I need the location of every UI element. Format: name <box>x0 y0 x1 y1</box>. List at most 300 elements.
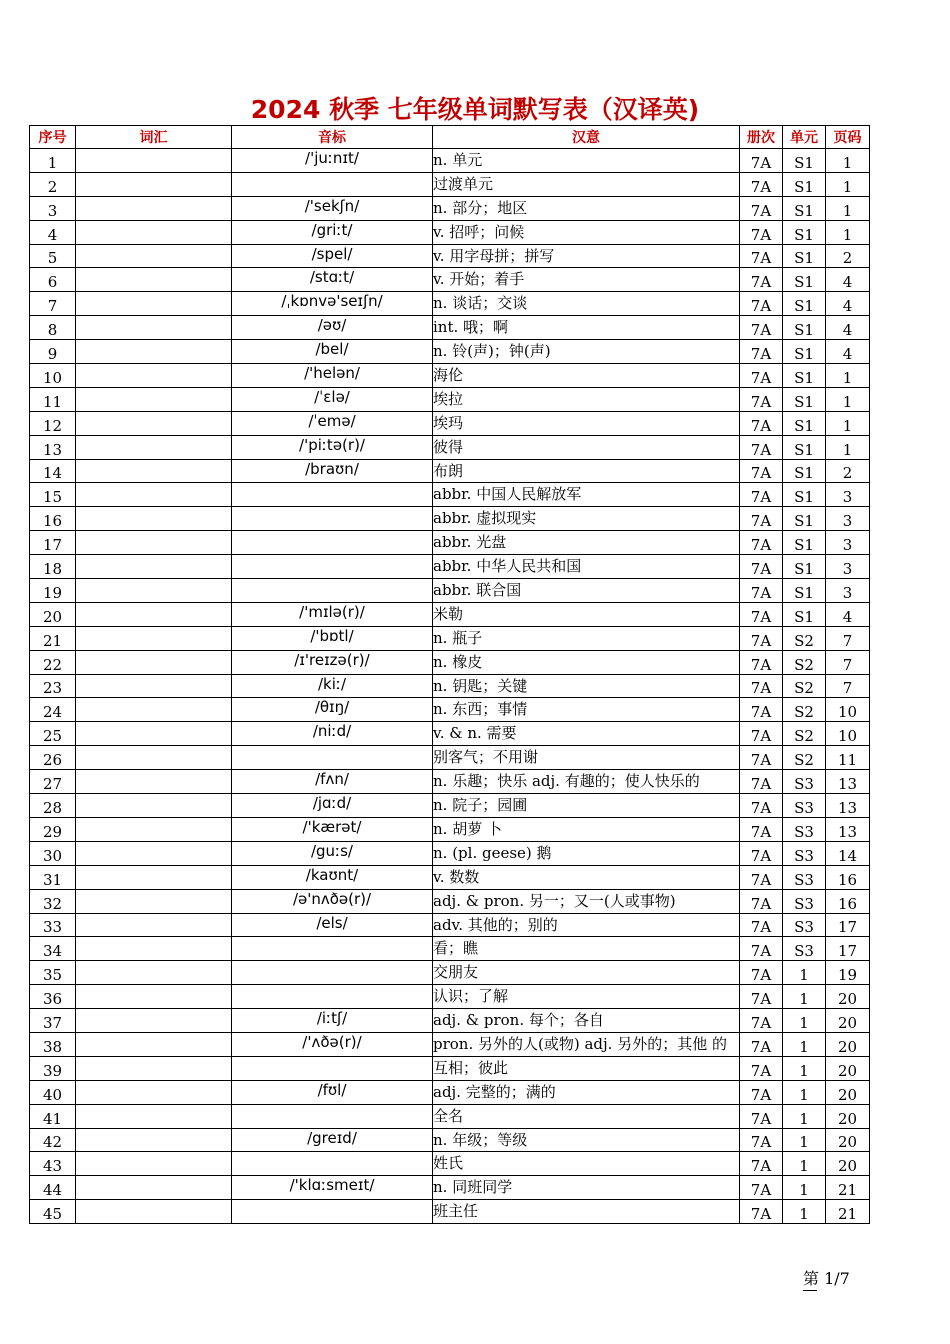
page-cell: 1 <box>826 435 870 459</box>
row-number: 33 <box>30 913 76 937</box>
phonetic-cell: /'mɪlə(r)/ <box>232 602 433 626</box>
word-cell[interactable] <box>76 435 232 459</box>
meaning-cell: pron. 另外的人(或物) adj. 另外的；其他 的 <box>433 1032 740 1056</box>
page-cell: 20 <box>826 985 870 1009</box>
table-row <box>30 292 870 316</box>
row-number: 3 <box>30 196 76 220</box>
word-cell[interactable] <box>76 602 232 626</box>
header-word: 词汇 <box>76 126 232 149</box>
word-cell[interactable] <box>76 1080 232 1104</box>
phonetic-cell: /jɑːd/ <box>232 794 433 818</box>
page-cell: 11 <box>826 746 870 770</box>
book-cell: 7A <box>740 316 783 340</box>
unit-cell: S3 <box>783 889 826 913</box>
unit-cell: S2 <box>783 674 826 698</box>
word-cell[interactable] <box>76 817 232 841</box>
row-number: 30 <box>30 841 76 865</box>
page-cell: 17 <box>826 937 870 961</box>
word-cell[interactable] <box>76 1176 232 1200</box>
phonetic-cell: /kiː/ <box>232 674 433 698</box>
table-row <box>30 1128 870 1152</box>
row-number: 35 <box>30 961 76 985</box>
row-number: 14 <box>30 459 76 483</box>
table-row <box>30 794 870 818</box>
unit-cell: 1 <box>783 961 826 985</box>
meaning-cell: 埃拉 <box>433 387 740 411</box>
meaning-cell: 布朗 <box>433 459 740 483</box>
book-cell: 7A <box>740 292 783 316</box>
unit-cell: S1 <box>783 316 826 340</box>
unit-cell: S1 <box>783 531 826 555</box>
header-page: 页码 <box>826 126 870 149</box>
unit-cell: S1 <box>783 435 826 459</box>
unit-cell: S1 <box>783 411 826 435</box>
table-header-row <box>30 126 870 149</box>
meaning-cell: n. 乐趣；快乐 adj. 有趣的；使人快乐的 <box>433 770 740 794</box>
phonetic-cell <box>232 961 433 985</box>
page-cell: 1 <box>826 387 870 411</box>
header-book: 册次 <box>740 126 783 149</box>
row-number: 21 <box>30 626 76 650</box>
row-number: 11 <box>30 387 76 411</box>
unit-cell: S2 <box>783 698 826 722</box>
table-row <box>30 483 870 507</box>
page-cell: 10 <box>826 698 870 722</box>
page-cell: 14 <box>826 841 870 865</box>
unit-cell: S1 <box>783 555 826 579</box>
book-cell: 7A <box>740 794 783 818</box>
meaning-cell: 全名 <box>433 1104 740 1128</box>
word-cell[interactable] <box>76 1200 232 1224</box>
word-cell[interactable] <box>76 220 232 244</box>
table-row <box>30 1104 870 1128</box>
phonetic-cell: /greɪd/ <box>232 1128 433 1152</box>
word-cell[interactable] <box>76 411 232 435</box>
word-cell[interactable] <box>76 149 232 173</box>
unit-cell: 1 <box>783 1152 826 1176</box>
meaning-cell: n. 铃(声)；钟(声) <box>433 340 740 364</box>
word-cell[interactable] <box>76 889 232 913</box>
unit-cell: S1 <box>783 483 826 507</box>
word-cell[interactable] <box>76 1104 232 1128</box>
phonetic-cell: /fʌn/ <box>232 770 433 794</box>
unit-cell: 1 <box>783 1032 826 1056</box>
book-cell: 7A <box>740 913 783 937</box>
unit-cell: S1 <box>783 172 826 196</box>
page-cell: 4 <box>826 316 870 340</box>
row-number: 24 <box>30 698 76 722</box>
word-cell[interactable] <box>76 387 232 411</box>
page-cell: 3 <box>826 555 870 579</box>
word-cell[interactable] <box>76 1056 232 1080</box>
row-number: 15 <box>30 483 76 507</box>
phonetic-cell: /'juːnɪt/ <box>232 149 433 173</box>
table-row <box>30 746 870 770</box>
phonetic-cell <box>232 172 433 196</box>
table-row <box>30 913 870 937</box>
row-number: 39 <box>30 1056 76 1080</box>
row-number: 5 <box>30 244 76 268</box>
unit-cell: S1 <box>783 602 826 626</box>
book-cell: 7A <box>740 555 783 579</box>
phonetic-cell: /niːd/ <box>232 722 433 746</box>
page-title: 2024 秋季 七年级单词默写表（汉译英) <box>250 95 700 124</box>
row-number: 18 <box>30 555 76 579</box>
word-cell[interactable] <box>76 985 232 1009</box>
unit-cell: S1 <box>783 340 826 364</box>
meaning-cell: v. 开始；着手 <box>433 268 740 292</box>
table-row <box>30 531 870 555</box>
meaning-cell: 姓氏 <box>433 1152 740 1176</box>
table-row <box>30 507 870 531</box>
meaning-cell: int. 哦；啊 <box>433 316 740 340</box>
row-number: 6 <box>30 268 76 292</box>
word-cell[interactable] <box>76 698 232 722</box>
page-cell: 20 <box>826 1152 870 1176</box>
page-cell: 20 <box>826 1009 870 1033</box>
meaning-cell: 班主任 <box>433 1200 740 1224</box>
phonetic-cell: /'helən/ <box>232 364 433 388</box>
meaning-cell: abbr. 虚拟现实 <box>433 507 740 531</box>
word-cell[interactable] <box>76 340 232 364</box>
page-cell: 10 <box>826 722 870 746</box>
meaning-cell: n. 部分；地区 <box>433 196 740 220</box>
meaning-cell: n. 院子；园圃 <box>433 794 740 818</box>
phonetic-cell: /iːtʃ/ <box>232 1009 433 1033</box>
unit-cell: S2 <box>783 650 826 674</box>
book-cell: 7A <box>740 770 783 794</box>
meaning-cell: n. (pl. geese) 鹅 <box>433 841 740 865</box>
word-cell[interactable] <box>76 244 232 268</box>
table-row <box>30 889 870 913</box>
word-cell[interactable] <box>76 937 232 961</box>
page-cell: 4 <box>826 292 870 316</box>
page-cell: 2 <box>826 244 870 268</box>
book-cell: 7A <box>740 268 783 292</box>
book-cell: 7A <box>740 841 783 865</box>
word-cell[interactable] <box>76 1032 232 1056</box>
phonetic-cell: /braʊn/ <box>232 459 433 483</box>
book-cell: 7A <box>740 196 783 220</box>
unit-cell: 1 <box>783 1200 826 1224</box>
word-cell[interactable] <box>76 865 232 889</box>
phonetic-cell <box>232 555 433 579</box>
page-cell: 3 <box>826 507 870 531</box>
phonetic-cell: /ˌkɒnvə'seɪʃn/ <box>232 292 433 316</box>
phonetic-cell <box>232 985 433 1009</box>
row-number: 27 <box>30 770 76 794</box>
book-cell: 7A <box>740 531 783 555</box>
phonetic-cell <box>232 937 433 961</box>
book-cell: 7A <box>740 244 783 268</box>
phonetic-cell: /θɪŋ/ <box>232 698 433 722</box>
table-row <box>30 579 870 603</box>
page-cell: 1 <box>826 411 870 435</box>
table-row <box>30 698 870 722</box>
phonetic-cell <box>232 1200 433 1224</box>
book-cell: 7A <box>740 722 783 746</box>
unit-cell: S1 <box>783 268 826 292</box>
row-number: 9 <box>30 340 76 364</box>
phonetic-cell: /guːs/ <box>232 841 433 865</box>
meaning-cell: n. 橡皮 <box>433 650 740 674</box>
meaning-cell: n. 瓶子 <box>433 626 740 650</box>
unit-cell: S1 <box>783 364 826 388</box>
table-row <box>30 674 870 698</box>
table-row <box>30 220 870 244</box>
phonetic-cell: /kaʊnt/ <box>232 865 433 889</box>
meaning-cell: 认识；了解 <box>433 985 740 1009</box>
unit-cell: S2 <box>783 746 826 770</box>
phonetic-cell: /'klɑːsmeɪt/ <box>232 1176 433 1200</box>
page-cell: 7 <box>826 650 870 674</box>
word-cell[interactable] <box>76 531 232 555</box>
phonetic-cell <box>232 1104 433 1128</box>
phonetic-cell: /ˈɛlə/ <box>232 387 433 411</box>
table-row <box>30 555 870 579</box>
unit-cell: S1 <box>783 387 826 411</box>
unit-cell: S1 <box>783 220 826 244</box>
row-number: 28 <box>30 794 76 818</box>
word-cell[interactable] <box>76 674 232 698</box>
row-number: 4 <box>30 220 76 244</box>
book-cell: 7A <box>740 602 783 626</box>
word-cell[interactable] <box>76 961 232 985</box>
word-cell[interactable] <box>76 626 232 650</box>
unit-cell: 1 <box>783 1128 826 1152</box>
meaning-cell: v. 用字母拼；拼写 <box>433 244 740 268</box>
phonetic-cell: /griːt/ <box>232 220 433 244</box>
word-cell[interactable] <box>76 770 232 794</box>
page-cell: 3 <box>826 531 870 555</box>
word-cell[interactable] <box>76 722 232 746</box>
table-row <box>30 1176 870 1200</box>
book-cell: 7A <box>740 149 783 173</box>
page-cell: 2 <box>826 459 870 483</box>
word-cell[interactable] <box>76 483 232 507</box>
row-number: 12 <box>30 411 76 435</box>
page-cell: 13 <box>826 794 870 818</box>
word-cell[interactable] <box>76 1128 232 1152</box>
word-cell[interactable] <box>76 268 232 292</box>
table-row <box>30 1009 870 1033</box>
phonetic-cell: /els/ <box>232 913 433 937</box>
book-cell: 7A <box>740 1056 783 1080</box>
row-number: 44 <box>30 1176 76 1200</box>
word-cell[interactable] <box>76 364 232 388</box>
row-number: 41 <box>30 1104 76 1128</box>
meaning-cell: abbr. 中国人民解放军 <box>433 483 740 507</box>
row-number: 43 <box>30 1152 76 1176</box>
book-cell: 7A <box>740 387 783 411</box>
unit-cell: S3 <box>783 841 826 865</box>
phonetic-cell: /ˈemə/ <box>232 411 433 435</box>
word-cell[interactable] <box>76 316 232 340</box>
unit-cell: S1 <box>783 292 826 316</box>
unit-cell: S3 <box>783 937 826 961</box>
page-cell: 1 <box>826 220 870 244</box>
phonetic-cell: /fʊl/ <box>232 1080 433 1104</box>
meaning-cell: n. 东西；事情 <box>433 698 740 722</box>
page-cell: 16 <box>826 889 870 913</box>
row-number: 22 <box>30 650 76 674</box>
phonetic-cell <box>232 1056 433 1080</box>
word-cell[interactable] <box>76 1152 232 1176</box>
row-number: 10 <box>30 364 76 388</box>
row-number: 8 <box>30 316 76 340</box>
table-row <box>30 770 870 794</box>
table-row <box>30 985 870 1009</box>
word-cell[interactable] <box>76 172 232 196</box>
page-cell: 7 <box>826 674 870 698</box>
page-cell: 20 <box>826 1032 870 1056</box>
meaning-cell: n. 单元 <box>433 149 740 173</box>
book-cell: 7A <box>740 507 783 531</box>
book-cell: 7A <box>740 698 783 722</box>
book-cell: 7A <box>740 1128 783 1152</box>
page-cell: 1 <box>826 364 870 388</box>
meaning-cell: n. 谈话；交谈 <box>433 292 740 316</box>
row-number: 26 <box>30 746 76 770</box>
page-cell: 1 <box>826 172 870 196</box>
word-cell[interactable] <box>76 794 232 818</box>
phonetic-cell: /'bɒtl/ <box>232 626 433 650</box>
meaning-cell: abbr. 光盘 <box>433 531 740 555</box>
book-cell: 7A <box>740 889 783 913</box>
phonetic-cell: /'piːtə(r)/ <box>232 435 433 459</box>
book-cell: 7A <box>740 746 783 770</box>
meaning-cell: n. 胡萝 卜 <box>433 817 740 841</box>
meaning-cell: v. & n. 需要 <box>433 722 740 746</box>
unit-cell: S3 <box>783 817 826 841</box>
page-cell: 13 <box>826 817 870 841</box>
row-number: 7 <box>30 292 76 316</box>
meaning-cell: adj. 完整的；满的 <box>433 1080 740 1104</box>
table-row <box>30 387 870 411</box>
phonetic-cell <box>232 746 433 770</box>
unit-cell: S1 <box>783 459 826 483</box>
table-row <box>30 459 870 483</box>
page-cell: 13 <box>826 770 870 794</box>
unit-cell: S1 <box>783 244 826 268</box>
phonetic-cell <box>232 1152 433 1176</box>
meaning-cell: 过渡单元 <box>433 172 740 196</box>
table-row <box>30 340 870 364</box>
phonetic-cell: /spel/ <box>232 244 433 268</box>
meaning-cell: adj. & pron. 每个；各自 <box>433 1009 740 1033</box>
page-cell: 20 <box>826 1080 870 1104</box>
word-cell[interactable] <box>76 459 232 483</box>
word-cell[interactable] <box>76 292 232 316</box>
table-row <box>30 961 870 985</box>
page-cell: 4 <box>826 268 870 292</box>
word-cell[interactable] <box>76 913 232 937</box>
phonetic-cell: /stɑːt/ <box>232 268 433 292</box>
row-number: 1 <box>30 149 76 173</box>
meaning-cell: n. 同班同学 <box>433 1176 740 1200</box>
book-cell: 7A <box>740 937 783 961</box>
row-number: 16 <box>30 507 76 531</box>
book-cell: 7A <box>740 1032 783 1056</box>
row-number: 25 <box>30 722 76 746</box>
phonetic-cell: /'sekʃn/ <box>232 196 433 220</box>
table-row <box>30 1080 870 1104</box>
table-row <box>30 602 870 626</box>
row-number: 13 <box>30 435 76 459</box>
phonetic-cell: /bel/ <box>232 340 433 364</box>
page-cell: 3 <box>826 579 870 603</box>
header-unit: 单元 <box>783 126 826 149</box>
phonetic-cell: /ɪ'reɪzə(r)/ <box>232 650 433 674</box>
header-phonetic: 音标 <box>232 126 433 149</box>
row-number: 42 <box>30 1128 76 1152</box>
table-row <box>30 626 870 650</box>
table-row <box>30 244 870 268</box>
book-cell: 7A <box>740 865 783 889</box>
word-cell[interactable] <box>76 507 232 531</box>
meaning-cell: 海伦 <box>433 364 740 388</box>
unit-cell: S1 <box>783 579 826 603</box>
table-row <box>30 841 870 865</box>
word-cell[interactable] <box>76 1009 232 1033</box>
table-row <box>30 316 870 340</box>
book-cell: 7A <box>740 817 783 841</box>
word-cell[interactable] <box>76 650 232 674</box>
book-cell: 7A <box>740 364 783 388</box>
meaning-cell: adv. 其他的；别的 <box>433 913 740 937</box>
word-cell[interactable] <box>76 555 232 579</box>
book-cell: 7A <box>740 1009 783 1033</box>
word-cell[interactable] <box>76 579 232 603</box>
table-row <box>30 1056 870 1080</box>
unit-cell: S3 <box>783 865 826 889</box>
row-number: 32 <box>30 889 76 913</box>
unit-cell: S2 <box>783 626 826 650</box>
book-cell: 7A <box>740 985 783 1009</box>
word-cell[interactable] <box>76 746 232 770</box>
row-number: 20 <box>30 602 76 626</box>
meaning-cell: n. 钥匙；关键 <box>433 674 740 698</box>
meaning-cell: 彼得 <box>433 435 740 459</box>
row-number: 2 <box>30 172 76 196</box>
page-cell: 1 <box>826 196 870 220</box>
unit-cell: S1 <box>783 507 826 531</box>
phonetic-cell <box>232 579 433 603</box>
table-row <box>30 196 870 220</box>
page-cell: 19 <box>826 961 870 985</box>
unit-cell: 1 <box>783 1176 826 1200</box>
phonetic-cell: /əʊ/ <box>232 316 433 340</box>
meaning-cell: 看；瞧 <box>433 937 740 961</box>
unit-cell: S3 <box>783 794 826 818</box>
word-cell[interactable] <box>76 196 232 220</box>
word-cell[interactable] <box>76 841 232 865</box>
book-cell: 7A <box>740 1104 783 1128</box>
book-cell: 7A <box>740 626 783 650</box>
unit-cell: 1 <box>783 1080 826 1104</box>
page-cell: 21 <box>826 1176 870 1200</box>
table-row <box>30 722 870 746</box>
page-cell: 20 <box>826 1056 870 1080</box>
meaning-cell: v. 招呼；问候 <box>433 220 740 244</box>
row-number: 40 <box>30 1080 76 1104</box>
phonetic-cell: /'ʌðə(r)/ <box>232 1032 433 1056</box>
unit-cell: 1 <box>783 1104 826 1128</box>
row-number: 19 <box>30 579 76 603</box>
unit-cell: S2 <box>783 722 826 746</box>
row-number: 37 <box>30 1009 76 1033</box>
row-number: 17 <box>30 531 76 555</box>
